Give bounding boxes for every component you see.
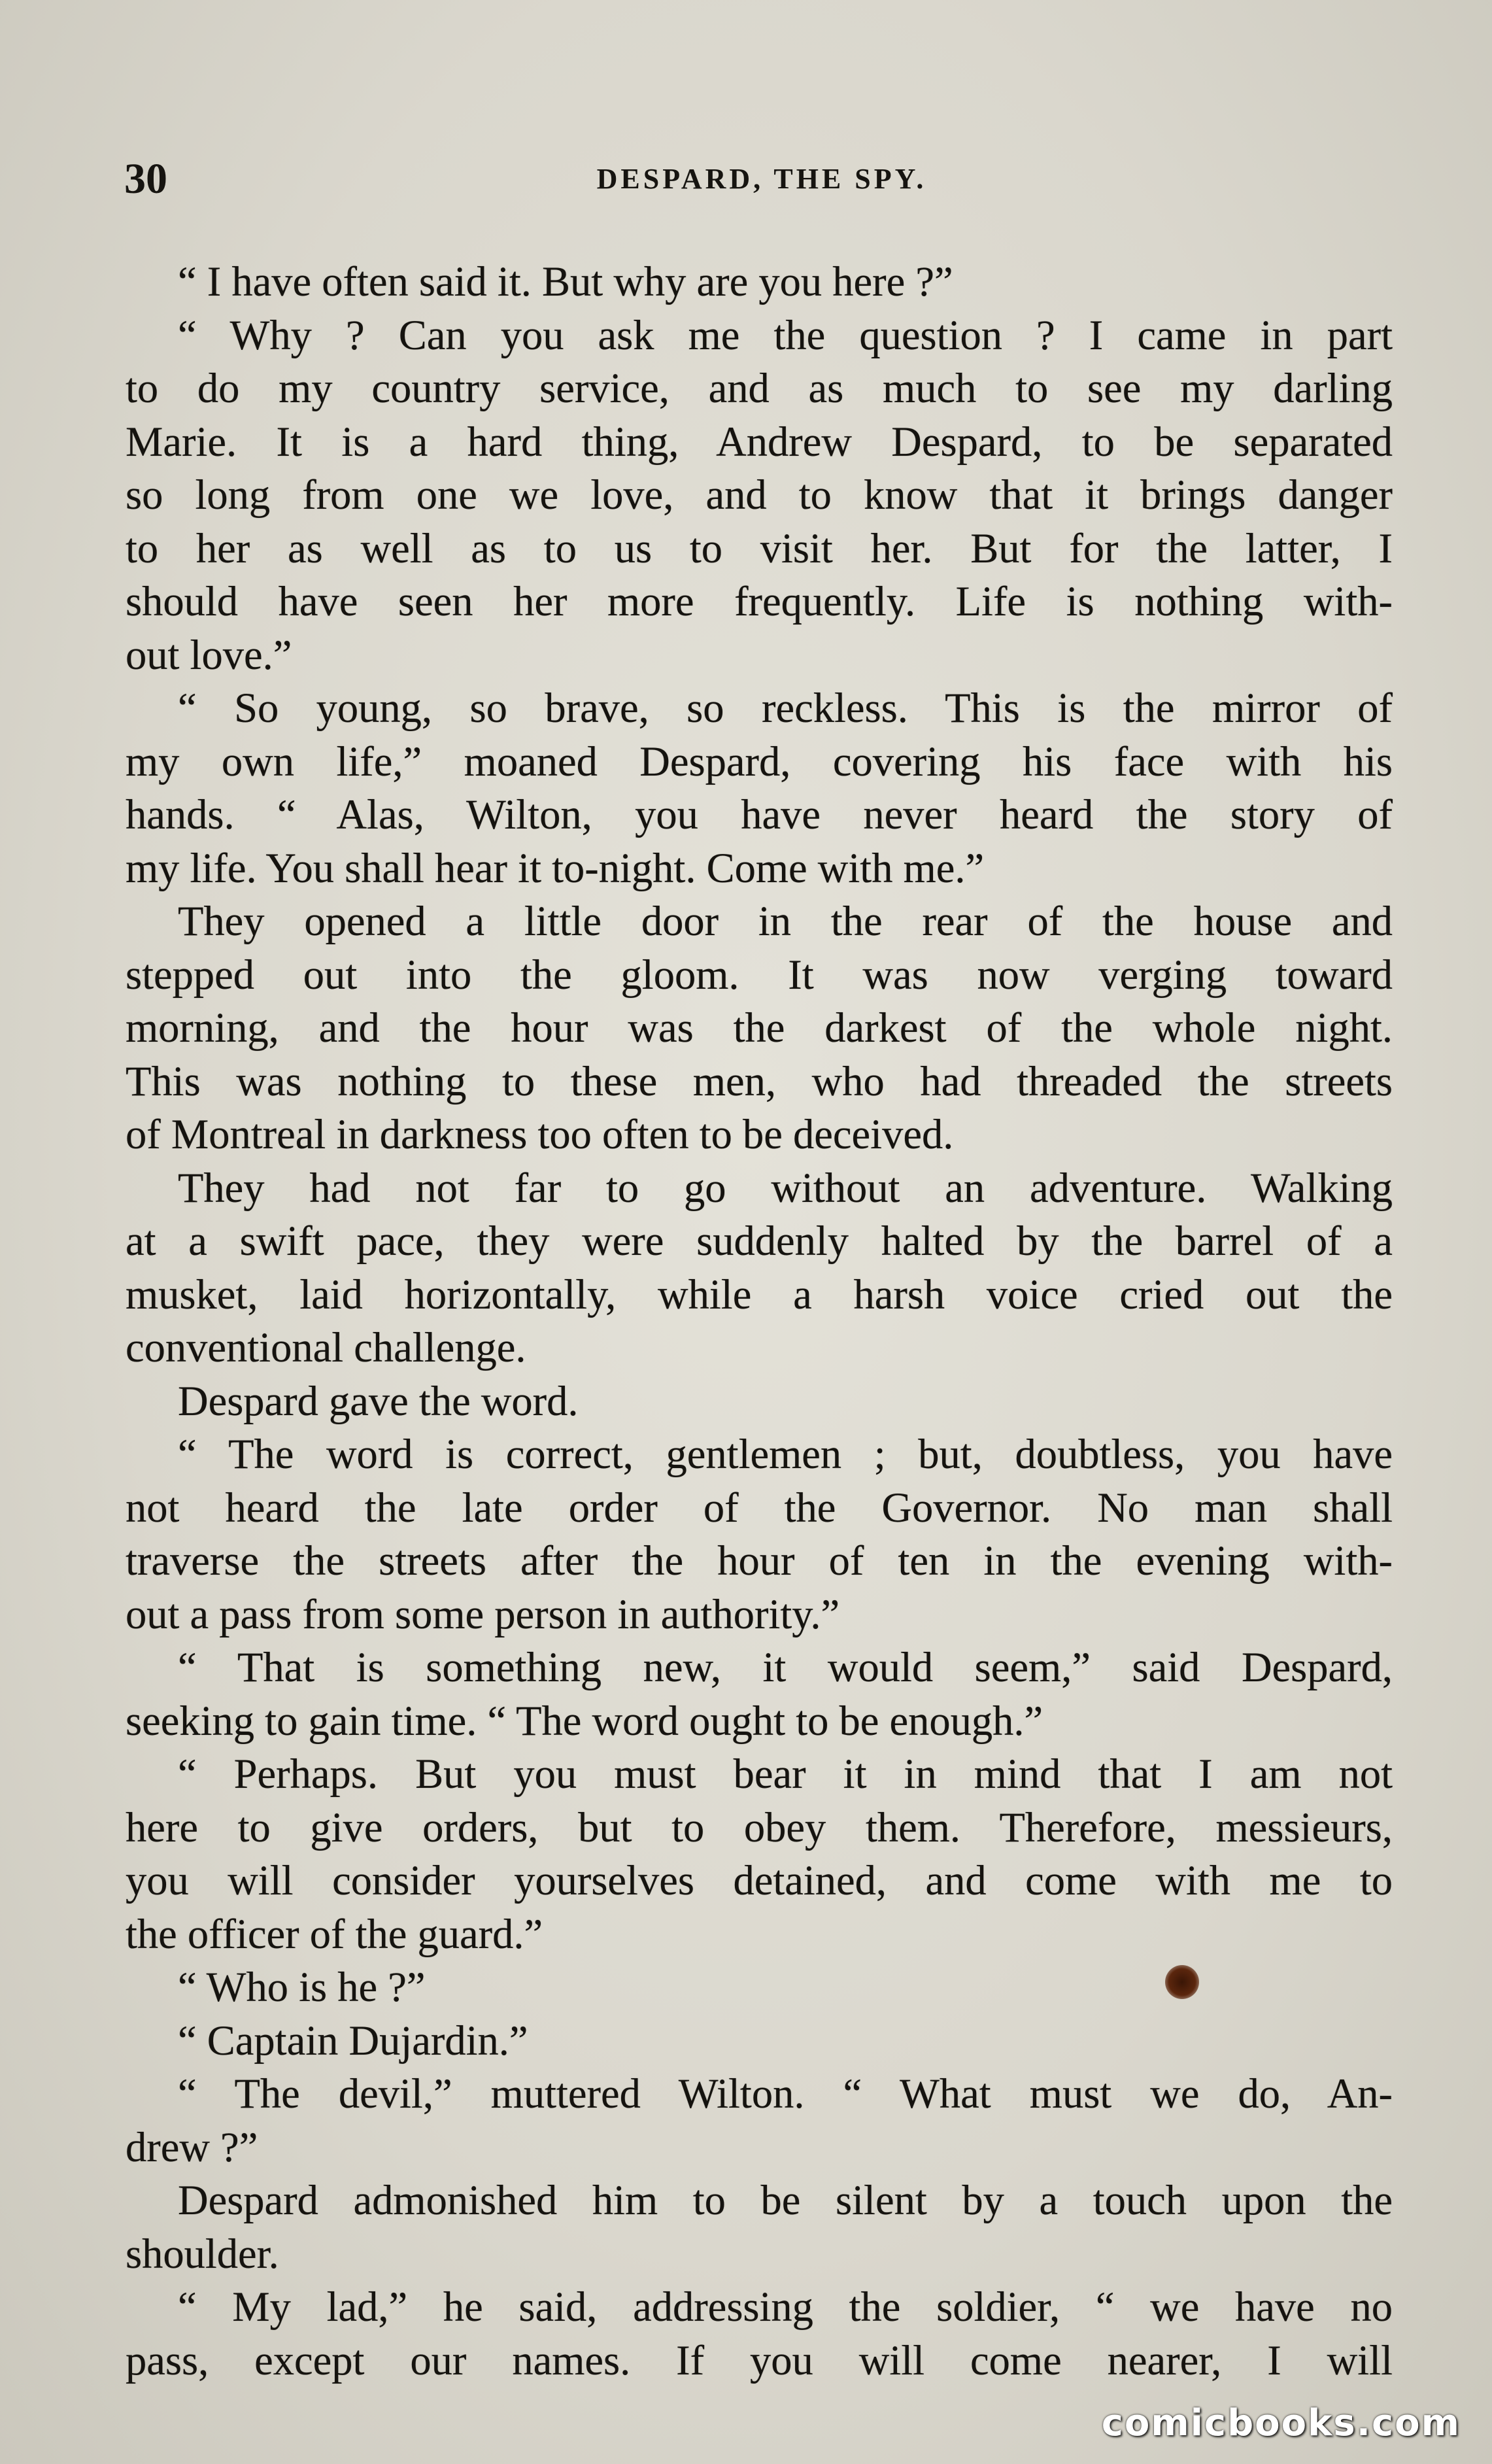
- page-number: 30: [124, 155, 167, 203]
- text-line: you will consider yourselves detained, and come with me to: [126, 1857, 1393, 1904]
- text-line: my life. You shall hear it to-night. Come with me.”: [126, 844, 985, 891]
- body-text: [126, 255, 1393, 2387]
- text-line: “ So young, so brave, so reckless. This is the mirror of: [178, 685, 1393, 731]
- text-line: traverse the streets after the hour of ten in the evening with-: [126, 1537, 1393, 1584]
- text-line: pass, except our names. If you will come nearer, I will: [126, 2336, 1393, 2384]
- text-line: my own life,” moaned Despard, covering his face with his: [126, 738, 1393, 785]
- text-line: They opened a little door in the rear of the house and: [178, 898, 1393, 944]
- text-line: They had not far to go without an adventure. Walking: [178, 1164, 1393, 1211]
- text-line: out a pass from some person in authority.”: [126, 1590, 840, 1637]
- text-line: “ That is something new, it would seem,” said Despard,: [178, 1644, 1393, 1690]
- text-line: Despard gave the word.: [178, 1377, 579, 1424]
- ink-stain: [1165, 1965, 1199, 1999]
- text-line: not heard the late order of the Governor. No man shall: [126, 1484, 1393, 1531]
- text-line: This was nothing to these men, who had threaded the streets: [126, 1057, 1393, 1104]
- watermark: comicbooks.com: [1101, 2402, 1461, 2444]
- text-line: the officer of the guard.”: [126, 1910, 543, 1957]
- text-line: of Montreal in darkness too often to be deceived.: [126, 1111, 954, 1157]
- text-line: drew ?”: [126, 2123, 258, 2170]
- text-line: to do my country service, and as much to see my darling: [126, 365, 1393, 411]
- text-line: “ The devil,” muttered Wilton. “ What must we do, An-: [178, 2070, 1393, 2117]
- text-line: should have seen her more frequently. Life is nothing with-: [126, 578, 1393, 625]
- text-line: stepped out into the gloom. It was now verging toward: [126, 951, 1393, 998]
- text-line: out love.”: [126, 631, 292, 678]
- text-line: hands. “ Alas, Wilton, you have never heard the story of: [126, 791, 1393, 838]
- text-line: at a swift pace, they were suddenly halted by the barrel of a: [126, 1218, 1393, 1264]
- text-line: “ Why ? Can you ask me the question ? I came in part: [178, 311, 1393, 358]
- text-line: “ Captain Dujardin.”: [178, 2017, 528, 2064]
- text-line: musket, laid horizontally, while a harsh voice cried out the: [126, 1271, 1393, 1318]
- page-header: [124, 154, 1399, 207]
- text-line: here to give orders, but to obey them. Therefore, messieurs,: [126, 1804, 1393, 1851]
- text-line: morning, and the hour was the darkest of the whole night.: [126, 1004, 1393, 1051]
- text-line: shoulder.: [126, 2230, 279, 2277]
- text-line: to her as well as to us to visit her. But for the latter, I: [126, 524, 1393, 572]
- text-line: “ Perhaps. But you must bear it in mind that I am not: [178, 1751, 1393, 1797]
- text-line: seeking to gain time. “ The word ought to be enough.”: [126, 1697, 1043, 1744]
- text-line: Marie. It is a hard thing, Andrew Despard, to be separated: [126, 418, 1393, 465]
- text-line: Despard admonished him to be silent by a touch upon the: [178, 2177, 1393, 2223]
- text-line: so long from one we love, and to know that it brings danger: [126, 471, 1393, 518]
- text-line: “ Who is he ?”: [178, 1964, 426, 2010]
- text-line: “ I have often said it. But why are you here ?”: [178, 258, 953, 305]
- running-title: DESPARD, THE SPY.: [596, 163, 927, 195]
- text-line: “ My lad,” he said, addressing the soldier, “ we have no: [178, 2284, 1393, 2330]
- text-line: “ The word is correct, gentlemen ; but, doubtless, you have: [178, 1431, 1393, 1477]
- text-line: conventional challenge.: [126, 1324, 526, 1371]
